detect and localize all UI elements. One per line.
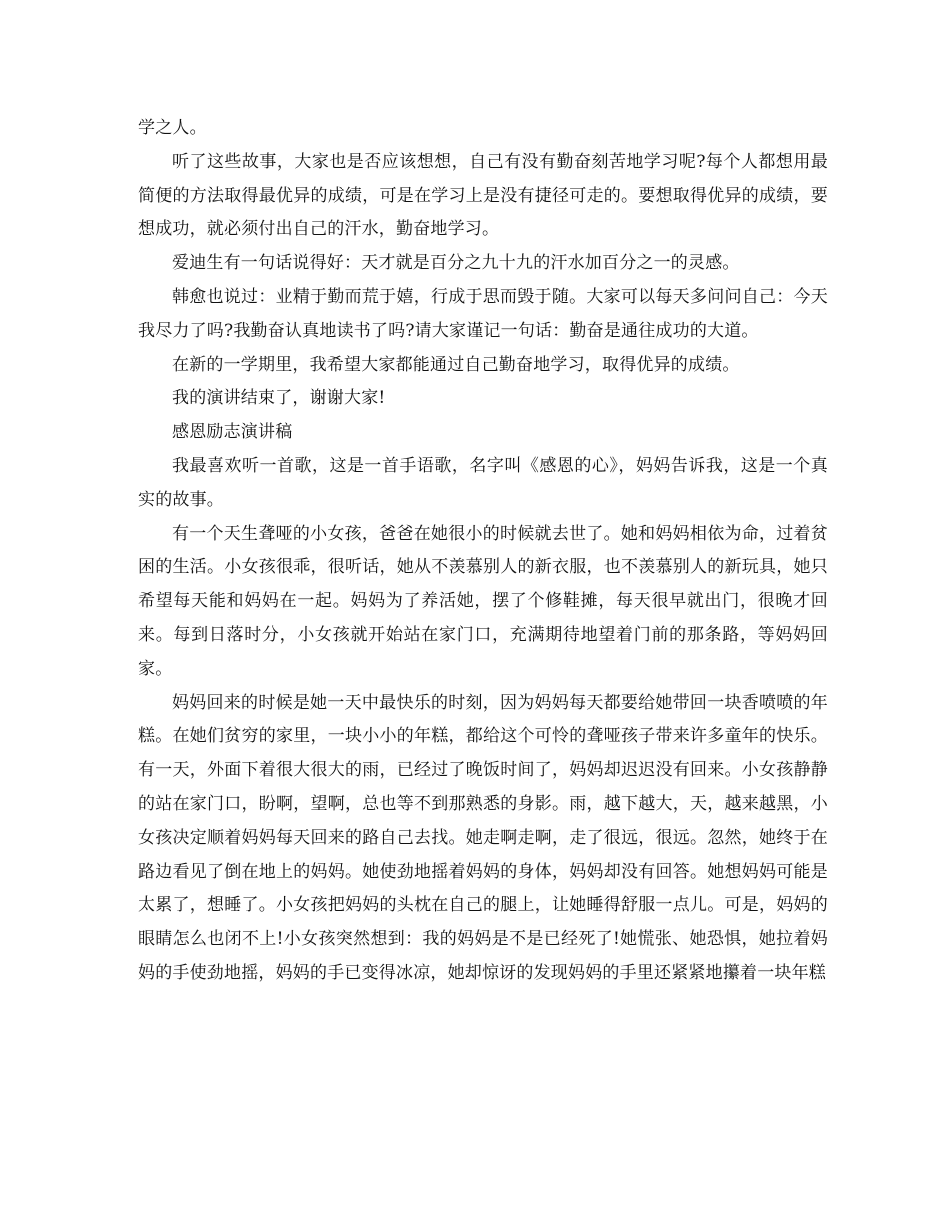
paragraph-8: 我最喜欢听一首歌，这是一首手语歌，名字叫《感恩的心》，妈妈告诉我，这是一个真实的故事。 — [138, 455, 828, 510]
paragraph-1: 学之人。 — [138, 118, 207, 138]
paragraph-3: 爱迪生有一句话说得好：天才就是百分之九十九的汗水加百分之一的灵感。 — [172, 253, 740, 274]
section-heading: 感恩励志演讲稿 — [172, 422, 293, 443]
paragraph-10: 妈妈回来的时候是她一天中最快乐的时刻，因为妈妈每天都要给她带回一块香喷喷的年糕。在她们贫穷的家里，一块小小的年糕，都给这个可怜的聋哑孩子带来许多童年的快乐。有一天，外面下着很大很大的雨，已经过了晚饭时间了，妈妈却迟迟没有回来。小女孩静静的站在家门口，盼啊，望啊，总也等不到那熟悉的身影。雨，越下越大，天，越来越黑，小女孩决定顺着妈妈每天回来的路自己去找。她走啊走啊，走了很远，很远。忽然，她终于在路边看见了倒在地上的妈妈。她使劲地摇着妈妈的身体，妈妈却没有回答。她想妈妈可能是太累了，想睡了。小女孩把妈妈的头枕在自己的腿上，让她睡得舒服一点儿。可是，妈妈的眼睛怎么也闭不上!小女孩突然想到：我的妈妈是不是已经死了!她慌张、她恐惧，她拉着妈妈的手使劲地摇，妈妈的手已变得冰凉，她却惊讶的发现妈妈的手里还紧紧地攥着一块年糕 — [138, 692, 828, 983]
paragraph-2: 听了这些故事，大家也是否应该想想，自己有没有勤奋刻苦地学习呢?每个人都想用最简便的方法取得最优异的成绩，可是在学习上是没有捷径可走的。要想取得优异的成绩，要想成功，就必须付出自己的汗水，勤奋地学习。 — [138, 151, 828, 240]
document-page — [138, 112, 828, 991]
paragraph-5: 在新的一学期里，我希望大家都能通过自己勤奋地学习，取得优异的成绩。 — [172, 354, 740, 375]
paragraph-4: 韩愈也说过：业精于勤而荒于嬉，行成于思而毁于随。大家可以每天多问问自己：今天我尽力了吗?我勤奋认真地读书了吗?请大家谨记一句话：勤奋是通往成功的大道。 — [138, 286, 828, 341]
paragraph-9: 有一个天生聋哑的小女孩，爸爸在她很小的时候就去世了。她和妈妈相依为命，过着贫困的生活。小女孩很乖，很听话，她从不羡慕别人的新衣服，也不羡慕别人的新玩具，她只希望每天能和妈妈在一起。妈妈为了养活她，摆了个修鞋摊，每天很早就出门，很晚才回来。每到日落时分，小女孩就开始站在家门口，充满期待地望着门前的那条路，等妈妈回家。 — [138, 523, 828, 679]
paragraph-6: 我的演讲结束了，谢谢大家! — [172, 388, 386, 409]
